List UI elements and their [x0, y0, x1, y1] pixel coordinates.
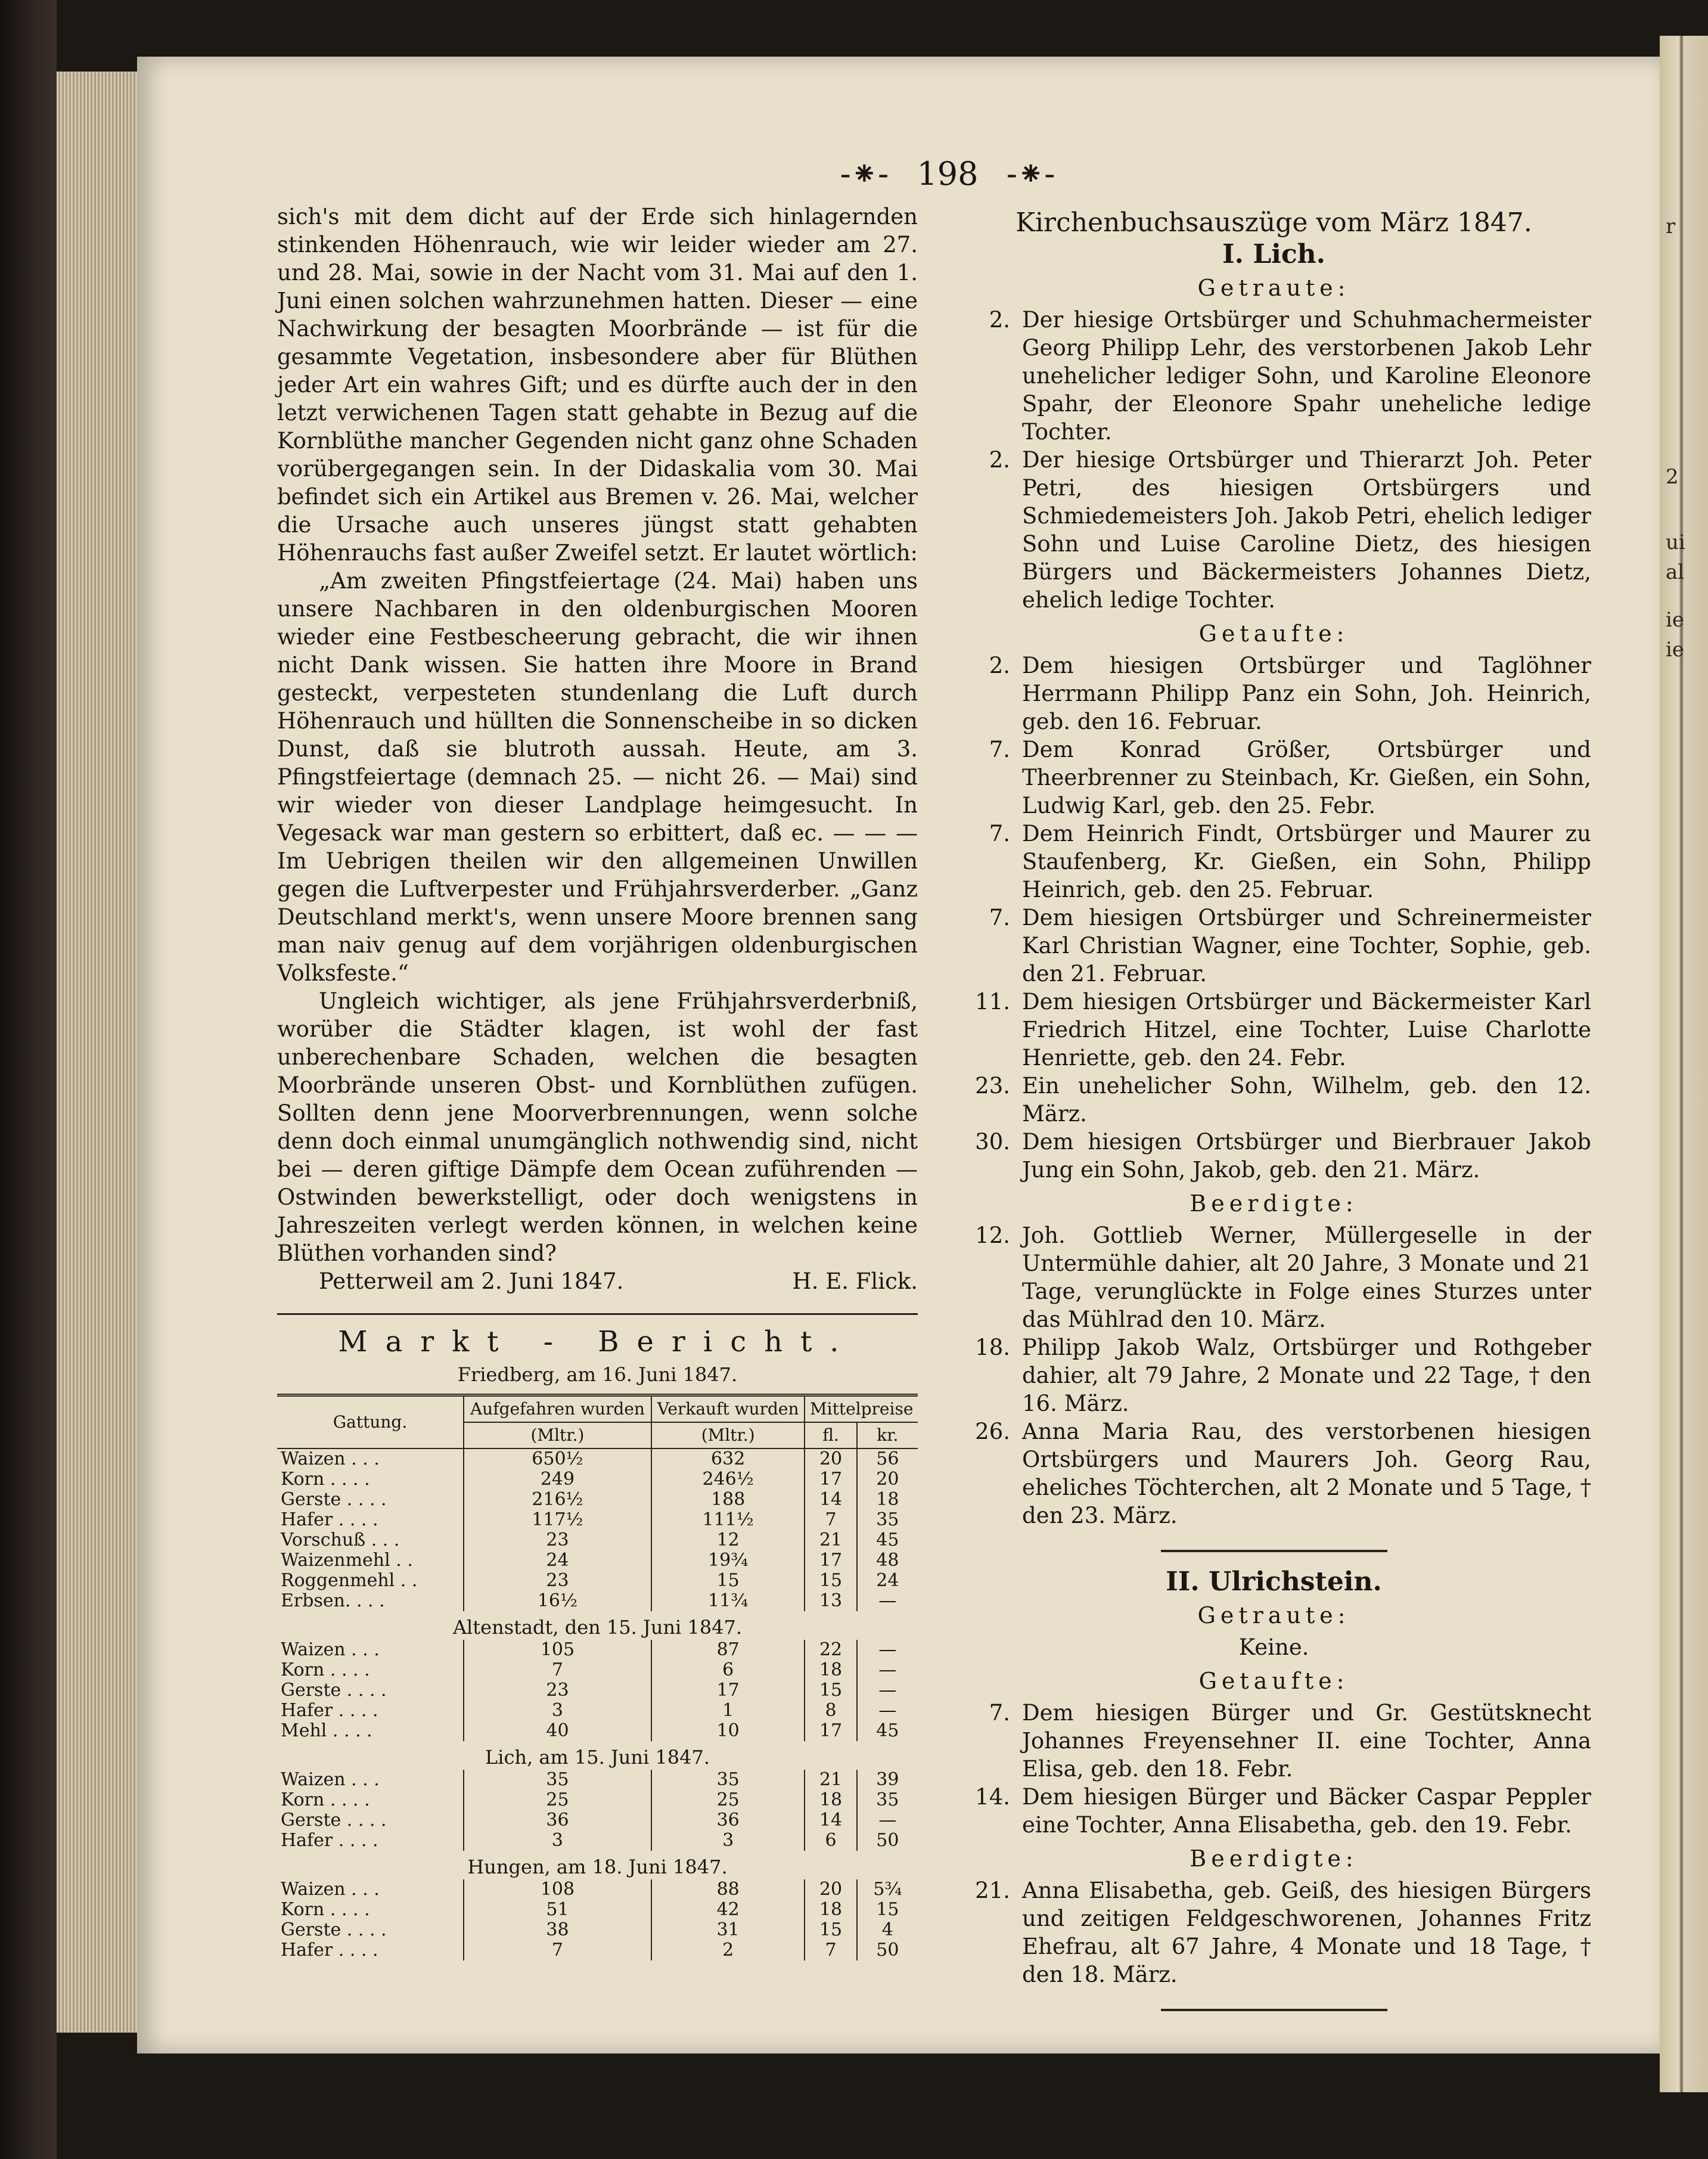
- grain-name: Korn . . . .: [281, 1469, 370, 1490]
- table-cell: 25: [651, 1790, 805, 1810]
- signature-name: H. E. Flick.: [792, 1268, 918, 1294]
- table-cell: 17: [651, 1680, 805, 1701]
- col-header-mittelpreise: Mittelpreise: [805, 1395, 918, 1423]
- entry-number: 14.: [975, 1784, 1010, 1810]
- table-cell: 15: [651, 1571, 805, 1591]
- table-subheading-row: [277, 1741, 918, 1770]
- table-cell: 12: [651, 1530, 805, 1550]
- table-row: [277, 1879, 918, 1900]
- table-cell: 50: [857, 1831, 918, 1851]
- table-subheading-row: [277, 1611, 918, 1640]
- table-cell: 111½: [651, 1510, 805, 1530]
- table-subheading: Hungen, am 18. Juni 1847.: [467, 1856, 728, 1878]
- table-cell: 3: [651, 1831, 805, 1851]
- end-divider: [1161, 2009, 1387, 2011]
- entry-text: Anna Maria Rau, des verstorbenen hiesigen Ortsbürgers und Maurers Joh. Georg Rau, eheliches Töchterchen, alt 2 Monate und 5 Tage, † den 23. März.: [1022, 1419, 1591, 1528]
- margin-fragment: ie: [1666, 638, 1684, 662]
- table-cell: 56: [857, 1448, 918, 1469]
- table-cell: 249: [464, 1469, 651, 1490]
- register-entry: [957, 904, 1591, 988]
- table-cell: 20: [805, 1448, 856, 1469]
- page-number: 198: [917, 155, 979, 193]
- table-cell: 88: [651, 1879, 805, 1900]
- table-cell: 40: [464, 1721, 651, 1741]
- col-header-gattung: Gattung.: [277, 1395, 464, 1449]
- table-cell: 15: [805, 1920, 856, 1940]
- table-row: [277, 1530, 918, 1550]
- table-cell: 632: [651, 1448, 805, 1469]
- register-entry: [957, 988, 1591, 1072]
- entry-number: 30.: [975, 1129, 1010, 1155]
- table-cell: 20: [857, 1469, 918, 1490]
- table-cell: 3: [464, 1831, 651, 1851]
- table-cell: 16½: [464, 1591, 651, 1611]
- table-cell: 50: [857, 1940, 918, 1961]
- table-cell: 87: [651, 1640, 805, 1660]
- register-entry: [957, 306, 1591, 446]
- table-cell: —: [857, 1660, 918, 1680]
- register-entry: [957, 820, 1591, 904]
- entry-number: 26.: [975, 1419, 1010, 1444]
- table-cell: 23: [464, 1680, 651, 1701]
- table-cell: 8: [805, 1701, 856, 1721]
- table-row: [277, 1900, 918, 1920]
- table-cell: 24: [464, 1550, 651, 1571]
- table-cell: 17: [805, 1721, 856, 1741]
- entry-number: 11.: [975, 989, 1010, 1015]
- grain-name: Korn . . . .: [281, 1659, 370, 1680]
- entry-number: 2.: [989, 447, 1010, 473]
- entry-text: Ein unehelicher Sohn, Wilhelm, geb. den 12. März.: [1022, 1073, 1591, 1127]
- table-cell: 15: [857, 1900, 918, 1920]
- article-paragraph: sich's mit dem dicht auf der Erde sich hinlagernden stinkenden Höhenrauch, wie wir leider wieder am 27. und 28. Mai, sowie in der Nacht vom 31. Mai auf den 1. Juni einen solchen wahrzunehmen hatten. Dieser — eine Nachwirkung der besagten Moorbrände — ist für die gesammte Vegetation, insbesondere aber für Blüthen jeder Art ein wahres Gift; und es dürfte auch der in den letzt verwichenen Tagen statt gehabte in Bezug auf die Kornblüthe mancher Gegenden nicht ganz ohne Schaden vorübergegangen sein. In der Didaskalia vom 30. Mai befindet sich ein Artikel aus Bremen v. 26. Mai, welcher die Ursache auch unseres jüngst statt gehabten Höhenrauchs fast außer Zweifel setzt. Er lautet wörtlich:: [277, 204, 918, 566]
- entry-text: Dem hiesigen Bürger und Gr. Gestütsknecht Johannes Freyensehner II. eine Tochter, Anna Elisa, geb. den 18. Febr.: [1022, 1700, 1591, 1782]
- signature-place: Petterweil am 2. Juni 1847.: [319, 1268, 624, 1294]
- register-entry: [957, 1221, 1591, 1333]
- page-number-header: [828, 155, 1067, 193]
- table-cell: 3: [464, 1701, 651, 1721]
- table-row: [277, 1831, 918, 1851]
- entry-number: 2.: [989, 653, 1010, 678]
- section-divider: [1161, 1550, 1387, 1552]
- category-label: Beerdigte:: [1190, 1190, 1358, 1217]
- category-none: Keine.: [1238, 1634, 1309, 1660]
- entry-text: Dem hiesigen Ortsbürger und Schreinermeister Karl Christian Wagner, eine Tochter, Sophie, geb. den 21. Februar.: [1022, 905, 1591, 987]
- col-unit: (Mltr.): [651, 1422, 805, 1448]
- entry-text: Dem hiesigen Ortsbürger und Bierbrauer Jakob Jung ein Sohn, Jakob, geb. den 21. März.: [1022, 1129, 1591, 1183]
- col-header-fl: fl.: [805, 1422, 856, 1448]
- entry-text: Dem Konrad Größer, Ortsbürger und Theerbrenner zu Steinbach, Kr. Gießen, ein Sohn, Ludwig Karl, geb. den 25. Febr.: [1022, 737, 1591, 818]
- entry-number: 7.: [989, 821, 1010, 846]
- table-subheading-row: [277, 1851, 918, 1879]
- market-report-title: Markt - Bericht.: [338, 1325, 857, 1358]
- table-cell: 18: [805, 1790, 856, 1810]
- left-column: [277, 203, 918, 1961]
- category-label: Getaufte:: [1198, 621, 1349, 647]
- table-cell: —: [857, 1810, 918, 1831]
- grain-name: Hafer . . . .: [281, 1509, 378, 1530]
- margin-fragment: 2: [1666, 465, 1679, 489]
- register-entry: [957, 1783, 1591, 1839]
- table-cell: 7: [805, 1510, 856, 1530]
- table-cell: 31: [651, 1920, 805, 1940]
- church-records-heading: Kirchenbuchsauszüge vom März 1847.: [1016, 207, 1532, 238]
- table-cell: 21: [805, 1530, 856, 1550]
- table-cell: 19¾: [651, 1550, 805, 1571]
- entry-text: Dem hiesigen Bürger und Bäcker Caspar Peppler eine Tochter, Anna Elisabetha, geb. den 19. Febr.: [1022, 1784, 1591, 1838]
- table-cell: 25: [464, 1790, 651, 1810]
- table-row: [277, 1770, 918, 1790]
- grain-name: Mehl . . . .: [281, 1720, 372, 1741]
- table-row: [277, 1448, 918, 1469]
- table-cell: 23: [464, 1530, 651, 1550]
- grain-name: Waizen . . .: [281, 1879, 380, 1900]
- table-cell: 17: [805, 1469, 856, 1490]
- table-cell: 36: [651, 1810, 805, 1831]
- section-title: II. Ulrichstein.: [1166, 1566, 1382, 1597]
- table-row: [277, 1640, 918, 1660]
- table-row: [277, 1469, 918, 1490]
- table-cell: 20: [805, 1879, 856, 1900]
- table-cell: 35: [857, 1790, 918, 1810]
- table-cell: 35: [651, 1770, 805, 1790]
- table-cell: 42: [651, 1900, 805, 1920]
- margin-fragment: ie: [1666, 608, 1684, 632]
- table-cell: 38: [464, 1920, 651, 1940]
- col-unit: (Mltr.): [464, 1422, 651, 1448]
- table-cell: 7: [464, 1940, 651, 1961]
- grain-name: Waizen . . .: [281, 1639, 380, 1660]
- entry-text: Dem Heinrich Findt, Ortsbürger und Maurer zu Staufenberg, Kr. Gießen, ein Sohn, Philipp Heinrich, geb. den 25. Februar.: [1022, 821, 1591, 902]
- col-header-verkauft: Verkauft wurden: [651, 1395, 805, 1423]
- table-row: [277, 1490, 918, 1510]
- col-header-kr: kr.: [857, 1422, 918, 1448]
- margin-fragment: ui: [1666, 531, 1685, 554]
- table-cell: 45: [857, 1721, 918, 1741]
- register-entry: [957, 1876, 1591, 1989]
- table-cell: 14: [805, 1490, 856, 1510]
- register-entry: [957, 1417, 1591, 1530]
- grain-name: Hafer . . . .: [281, 1830, 378, 1851]
- table-row: [277, 1790, 918, 1810]
- grain-name: Gerste . . . .: [281, 1489, 387, 1510]
- table-row: [277, 1701, 918, 1721]
- section-title: I. Lich.: [1222, 239, 1325, 269]
- grain-name: Waizenmehl . .: [281, 1550, 413, 1571]
- entry-number: 12.: [975, 1223, 1010, 1248]
- entry-text: Joh. Gottlieb Werner, Müllergeselle in der Untermühle dahier, alt 20 Jahre, 3 Monate und 21 Tage, verunglückte in Folge eines Sturzes unter das Mühlrad den 10. März.: [1022, 1223, 1591, 1332]
- table-cell: 650½: [464, 1448, 651, 1469]
- table-row: [277, 1591, 918, 1611]
- table-cell: —: [857, 1701, 918, 1721]
- entry-number: 21.: [975, 1878, 1010, 1903]
- grain-name: Vorschuß . . .: [281, 1530, 400, 1550]
- register-entry: [957, 1333, 1591, 1417]
- table-row: [277, 1550, 918, 1571]
- table-cell: 45: [857, 1530, 918, 1550]
- ornament-right: -⁕-: [1006, 155, 1055, 193]
- table-cell: 6: [651, 1660, 805, 1680]
- table-cell: 51: [464, 1900, 651, 1920]
- table-cell: 117½: [464, 1510, 651, 1530]
- register-entry: [957, 446, 1591, 614]
- book-spine: [0, 0, 57, 2159]
- next-page-edge: [1660, 36, 1708, 2092]
- grain-name: Waizen . . .: [281, 1448, 380, 1469]
- category-label: Getaufte:: [1198, 1668, 1349, 1694]
- grain-name: Korn . . . .: [281, 1789, 370, 1810]
- table-cell: 21: [805, 1770, 856, 1790]
- table-cell: 2: [651, 1940, 805, 1961]
- table-cell: 105: [464, 1640, 651, 1660]
- register-entry: [957, 1072, 1591, 1128]
- table-cell: 18: [805, 1900, 856, 1920]
- divider: [277, 1313, 918, 1315]
- entry-number: 18.: [975, 1335, 1010, 1360]
- table-cell: 15: [805, 1680, 856, 1701]
- table-cell: 35: [464, 1770, 651, 1790]
- article-paragraph: Ungleich wichtiger, als jene Frühjahrsverderbniß, worüber die Städter klagen, ist wohl der fast unberechenbare Schaden, welchen die besagten Moorbrände unseren Obst- und Kornblüthen zufügen. Sollten denn jene Moorverbrennungen, wenn solche denn doch einmal unumgänglich nothwendig sind, nicht bei — deren giftige Dämpfe dem Ocean zuführenden — Ostwinden bewerkstelligt, oder doch wenigstens in Jahreszeiten verlegt werden können, in welchen keine Blüthen vorhanden sind?: [277, 988, 918, 1266]
- table-cell: 6: [805, 1831, 856, 1851]
- table-cell: 39: [857, 1770, 918, 1790]
- grain-name: Gerste . . . .: [281, 1919, 387, 1940]
- margin-fragment: al: [1666, 560, 1685, 584]
- table-row: [277, 1571, 918, 1591]
- signature-line: [277, 1267, 918, 1295]
- entry-number: 7.: [989, 1700, 1010, 1726]
- grain-name: Erbsen. . . .: [281, 1590, 385, 1611]
- entry-number: 2.: [989, 307, 1010, 333]
- table-cell: 14: [805, 1810, 856, 1831]
- entry-text: Philipp Jakob Walz, Ortsbürger und Rothgeber dahier, alt 79 Jahre, 2 Monate und 22 Tage, † den 16. März.: [1022, 1335, 1591, 1416]
- grain-name: Korn . . . .: [281, 1899, 370, 1920]
- table-cell: 4: [857, 1920, 918, 1940]
- table-row: [277, 1721, 918, 1741]
- grain-name: Hafer . . . .: [281, 1940, 378, 1961]
- register-entry: [957, 1699, 1591, 1783]
- table-subheading: Lich, am 15. Juni 1847.: [485, 1746, 710, 1769]
- entry-text: Dem hiesigen Ortsbürger und Taglöhner Herrmann Philipp Panz ein Sohn, Joh. Heinrich, geb. den 16. Februar.: [1022, 653, 1591, 734]
- entry-text: Der hiesige Ortsbürger und Schuhmachermeister Georg Philipp Lehr, des verstorbenen Jakob Lehr unehelicher lediger Sohn, und Karoline Eleonore Spahr, der Eleonore Spahr uneheliche ledige Tochter.: [1022, 307, 1591, 445]
- table-cell: 36: [464, 1810, 651, 1831]
- table-cell: —: [857, 1640, 918, 1660]
- margin-fragment: r: [1666, 215, 1676, 238]
- table-row: [277, 1810, 918, 1831]
- table-cell: 10: [651, 1721, 805, 1741]
- table-row: [277, 1680, 918, 1701]
- table-cell: 18: [857, 1490, 918, 1510]
- col-header-aufgefahren: Aufgefahren wurden: [464, 1395, 651, 1423]
- table-cell: 18: [805, 1660, 856, 1680]
- page-stack-edge: [57, 72, 140, 2033]
- quoted-paragraph: „Am zweiten Pfingstfeiertage (24. Mai) haben uns unsere Nachbaren in den oldenburgischen Mooren wieder eine Festbescheerung gebracht, die wir ihnen nicht Dank wissen. Sie hatten ihre Moore in Brand gesteckt, verpesteten stundenlang die Luft durch Höhenrauch und hüllten die Sonnenscheibe in so dicken Dunst, daß sie blutroth aussah. Heute, am 3. Pfingstfeiertage (demnach 25. — nicht 26. — Mai) sind wir wieder von dieser Landplage heimgesucht. In Vegesack war man gestern so erbittert, daß ec. — — — Im Uebrigen theilen wir den allgemeinen Unwillen gegen die Luftverpester und Frühjahrsverderber. „Ganz Deutschland merkt's, wenn unsere Moore brennen sang man naiv genug auf dem vorjährigen oldenburgischen Volksfeste.“: [277, 568, 918, 986]
- entry-number: 7.: [989, 737, 1010, 762]
- table-cell: 5¾: [857, 1879, 918, 1900]
- register-entry: [957, 1128, 1591, 1184]
- table-cell: 108: [464, 1879, 651, 1900]
- category-label: Getraute:: [1197, 275, 1350, 301]
- table-cell: 48: [857, 1550, 918, 1571]
- market-table: [277, 1394, 918, 1961]
- table-cell: 7: [805, 1940, 856, 1961]
- category-label: Beerdigte:: [1190, 1845, 1358, 1872]
- table-cell: 216½: [464, 1490, 651, 1510]
- table-cell: 22: [805, 1640, 856, 1660]
- grain-name: Hafer . . . .: [281, 1700, 378, 1721]
- table-cell: 35: [857, 1510, 918, 1530]
- table-cell: 7: [464, 1660, 651, 1680]
- entry-text: Anna Elisabetha, geb. Geiß, des hiesigen Bürgers und zeitigen Feldgeschworenen, Johannes Fritz Ehefrau, alt 67 Jahre, 4 Monate und 18 Tage, † den 18. März.: [1022, 1878, 1591, 1987]
- grain-name: Gerste . . . .: [281, 1810, 387, 1831]
- entry-number: 23.: [975, 1073, 1010, 1099]
- table-cell: 1: [651, 1701, 805, 1721]
- register-entry: [957, 652, 1591, 736]
- table-row: [277, 1940, 918, 1961]
- category-label: Getraute:: [1197, 1602, 1350, 1628]
- table-row: [277, 1660, 918, 1680]
- market-report-subtitle: Friedberg, am 16. Juni 1847.: [457, 1363, 738, 1386]
- entry-number: 7.: [989, 905, 1010, 930]
- table-cell: 24: [857, 1571, 918, 1591]
- right-column: [957, 203, 1591, 2027]
- entry-text: Dem hiesigen Ortsbürger und Bäckermeister Karl Friedrich Hitzel, eine Tochter, Luise Charlotte Henriette, geb. den 24. Febr.: [1022, 989, 1591, 1071]
- register-entry: [957, 736, 1591, 820]
- table-row: [277, 1920, 918, 1940]
- table-cell: —: [857, 1680, 918, 1701]
- ornament-left: -⁕-: [840, 155, 889, 193]
- table-row: [277, 1510, 918, 1530]
- table-cell: 246½: [651, 1469, 805, 1490]
- table-cell: 15: [805, 1571, 856, 1591]
- table-cell: 17: [805, 1550, 856, 1571]
- table-cell: 23: [464, 1571, 651, 1591]
- table-cell: 188: [651, 1490, 805, 1510]
- grain-name: Waizen . . .: [281, 1769, 380, 1790]
- grain-name: Gerste . . . .: [281, 1680, 387, 1701]
- table-cell: 11¾: [651, 1591, 805, 1611]
- table-subheading: Altenstadt, den 15. Juni 1847.: [452, 1616, 743, 1639]
- table-cell: 13: [805, 1591, 856, 1611]
- grain-name: Roggenmehl . .: [281, 1570, 418, 1591]
- table-cell: —: [857, 1591, 918, 1611]
- entry-text: Der hiesige Ortsbürger und Thierarzt Joh. Peter Petri, des hiesigen Ortsbürgers und Schmiedemeisters Joh. Jakob Petri, ehelich lediger Sohn und Luise Caroline Dietz, des hiesigen Bürgers und Bäckermeisters Johannes Dietz, ehelich ledige Tochter.: [1022, 447, 1591, 613]
